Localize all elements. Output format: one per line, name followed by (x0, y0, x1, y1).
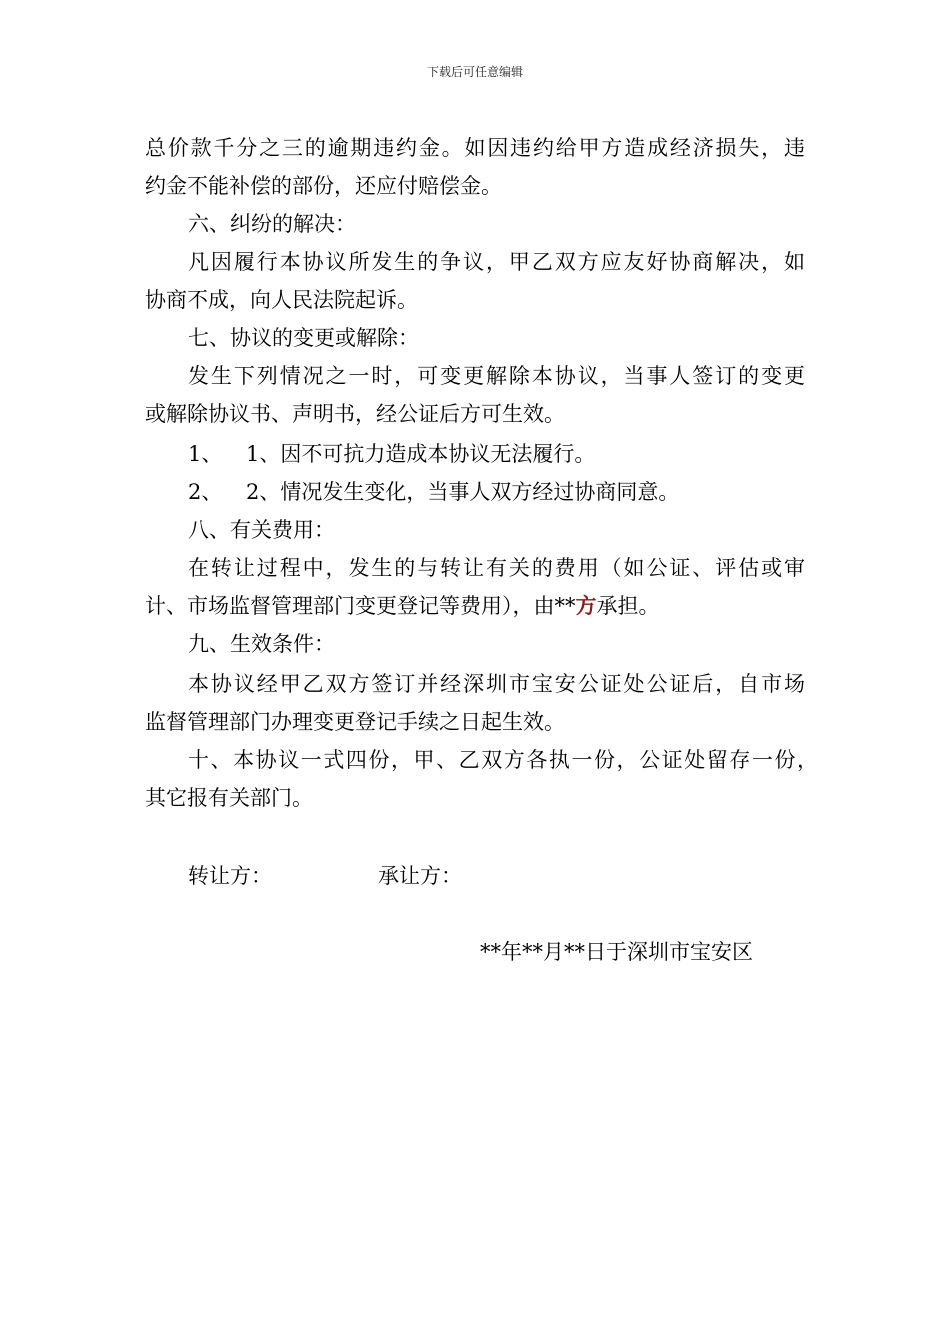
clause7-heading: 七、协议的变更或解除： (188, 326, 419, 350)
clause9-line1: 本协议经甲乙双方签订并经深圳市宝安公证处公证后，自市场 (188, 672, 805, 696)
clause5-tail-line1: 总价款千分之三的逾期违约金。如因违约给甲方造成经济损失，违 (145, 136, 805, 160)
list-number: 2、 (188, 480, 223, 504)
clause8-heading: 八、有关费用： (188, 518, 335, 542)
clause10-line2: 其它报有关部门。 (145, 786, 313, 810)
list-number: 1、 (188, 442, 223, 466)
clause6-line1: 凡因履行本协议所发生的争议，甲乙双方应友好协商解决，如 (188, 250, 805, 274)
clause6-line2: 协商不成，向人民法院起诉。 (145, 288, 418, 312)
clause7-line1: 发生下列情况之一时，可变更解除本协议，当事人签订的变更 (188, 364, 805, 388)
clause7-item-2 (188, 478, 679, 506)
clause8-line2 (145, 592, 660, 620)
clause8-line2-after: 承担。 (596, 594, 660, 618)
transferor-signature-label: 转让方： (188, 864, 272, 888)
clause10-line1: 十、本协议一式四份，甲、乙双方各执一份，公证处留存一份， (188, 748, 818, 772)
party-placeholder-highlight: 方 (575, 593, 597, 618)
date-place: **年**月**日于深圳市宝安区 (480, 940, 753, 964)
clause9-line2: 监督管理部门办理变更登记手续之日起生效。 (145, 710, 565, 734)
clause8-line1: 在转让过程中，发生的与转让有关的费用（如公证、评估或审 (188, 556, 805, 580)
list-item-text: 1、因不可抗力造成本协议无法履行。 (246, 442, 596, 466)
clause7-item-1 (188, 440, 595, 468)
clause5-tail-line2: 约金不能补偿的部份，还应付赔偿金。 (145, 174, 502, 198)
clause9-heading: 九、生效条件： (188, 632, 335, 656)
clause8-line2-before: 计、市场监督管理部门变更登记等费用），由** (145, 594, 576, 618)
list-item-text: 2、情况发生变化，当事人双方经过协商同意。 (246, 480, 680, 504)
page-header: 下载后可任意编辑 (426, 65, 523, 79)
clause7-line2: 或解除协议书、声明书，经公证后方可生效。 (145, 402, 565, 426)
transferee-signature-label: 承让方： (378, 864, 462, 888)
clause6-heading: 六、纠纷的解决： (188, 212, 356, 236)
